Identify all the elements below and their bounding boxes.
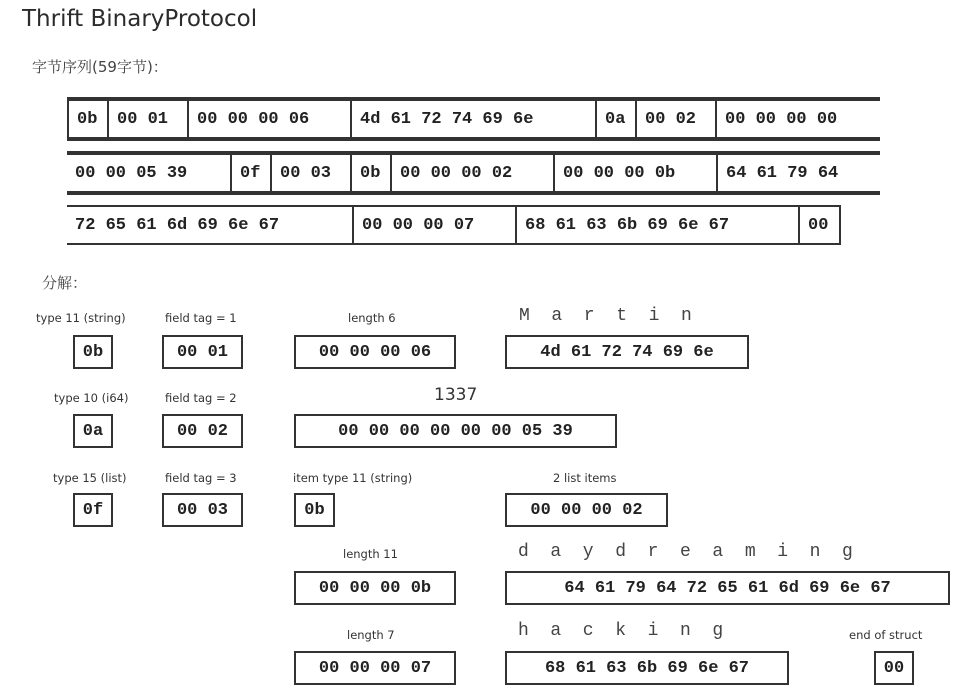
sequence-bytes: 68 61 63 6b 69 6e 67 — [525, 215, 730, 235]
string-characters: d a y d r e a m i n g — [518, 542, 853, 562]
sequence-bytes: 00 00 05 39 — [75, 163, 188, 183]
item-type-label: item type 11 (string) — [293, 471, 413, 485]
type-byte-box: 0b — [73, 335, 113, 369]
string-bytes-box: 4d 61 72 74 69 6e — [505, 335, 749, 369]
type-label: type 15 (list) — [53, 471, 127, 485]
field-tag-label: field tag = 2 — [165, 391, 237, 405]
sequence-bytes: 0b — [77, 109, 98, 129]
end-of-struct-box: 00 — [874, 651, 914, 685]
type-byte-box: 0a — [73, 414, 113, 448]
type-byte-box: 0f — [73, 493, 113, 527]
list-count-box: 00 00 00 02 — [505, 493, 668, 527]
breakdown-label: 分解： — [42, 274, 88, 292]
field-tag-label: field tag = 3 — [165, 471, 237, 485]
type-label: type 10 (i64) — [54, 391, 129, 405]
item-type-box: 0b — [294, 493, 335, 527]
sequence-bytes: 00 01 — [117, 109, 169, 129]
sequence-cell — [107, 99, 189, 139]
string-bytes-box: 64 61 79 64 72 65 61 6d 69 6e 67 — [505, 571, 950, 605]
length-box: 00 00 00 0b — [294, 571, 456, 605]
sequence-cell-open — [715, 99, 880, 139]
integer-bytes-box: 00 00 00 00 00 00 05 39 — [294, 414, 617, 448]
string-characters: h a c k i n g — [518, 621, 724, 641]
sequence-cell — [350, 99, 597, 139]
field-tag-box: 00 01 — [162, 335, 243, 369]
sequence-cell — [230, 153, 272, 193]
sequence-cell — [270, 153, 352, 193]
sequence-bytes: 0a — [605, 109, 626, 129]
sequence-bytes: 00 00 00 02 — [400, 163, 513, 183]
sequence-bytes: 00 — [808, 215, 829, 235]
sequence-bytes: 64 61 79 64 — [726, 163, 839, 183]
sequence-bytes: 00 00 00 07 — [362, 215, 475, 235]
length-label: length 7 — [347, 628, 395, 642]
length-box: 00 00 00 06 — [294, 335, 456, 369]
sequence-cell — [390, 153, 555, 193]
sequence-cell-open — [67, 153, 232, 193]
sequence-cell — [350, 153, 392, 193]
sequence-cell-open — [67, 205, 354, 245]
length-label: length 6 — [348, 311, 396, 325]
byte-sequence-row-1 — [67, 97, 880, 141]
page-title: Thrift BinaryProtocol — [22, 6, 258, 32]
field-tag-box: 00 02 — [162, 414, 243, 448]
end-of-struct-label: end of struct — [849, 628, 923, 642]
list-count-label: 2 list items — [553, 471, 617, 485]
sequence-cell — [553, 153, 718, 193]
sequence-bytes: 00 00 00 00 — [725, 109, 838, 129]
byte-sequence-label: 字节序列(59字节)： — [32, 58, 168, 76]
sequence-cell — [352, 205, 517, 245]
sequence-bytes: 0b — [360, 163, 381, 183]
sequence-cell — [595, 99, 637, 139]
sequence-bytes: 72 65 61 6d 69 6e 67 — [75, 215, 280, 235]
sequence-bytes: 4d 61 72 74 69 6e — [360, 109, 534, 129]
sequence-cell-open — [716, 153, 880, 193]
sequence-cell — [635, 99, 717, 139]
sequence-cell — [187, 99, 352, 139]
length-box: 00 00 00 07 — [294, 651, 456, 685]
sequence-cell — [798, 205, 841, 245]
byte-sequence-row-2 — [67, 151, 880, 195]
sequence-cell — [67, 99, 109, 139]
sequence-bytes: 00 00 00 06 — [197, 109, 310, 129]
string-characters: M a r t i n — [519, 306, 692, 326]
byte-sequence-row-3 — [67, 205, 841, 245]
sequence-bytes: 00 00 00 0b — [563, 163, 676, 183]
sequence-bytes: 0f — [240, 163, 261, 183]
string-bytes-box: 68 61 63 6b 69 6e 67 — [505, 651, 789, 685]
length-label: length 11 — [343, 547, 398, 561]
field-tag-label: field tag = 1 — [165, 311, 237, 325]
type-label: type 11 (string) — [36, 311, 126, 325]
integer-value-label: 1337 — [434, 385, 478, 405]
sequence-bytes: 00 03 — [280, 163, 332, 183]
sequence-cell — [515, 205, 800, 245]
sequence-bytes: 00 02 — [645, 109, 697, 129]
field-tag-box: 00 03 — [162, 493, 243, 527]
